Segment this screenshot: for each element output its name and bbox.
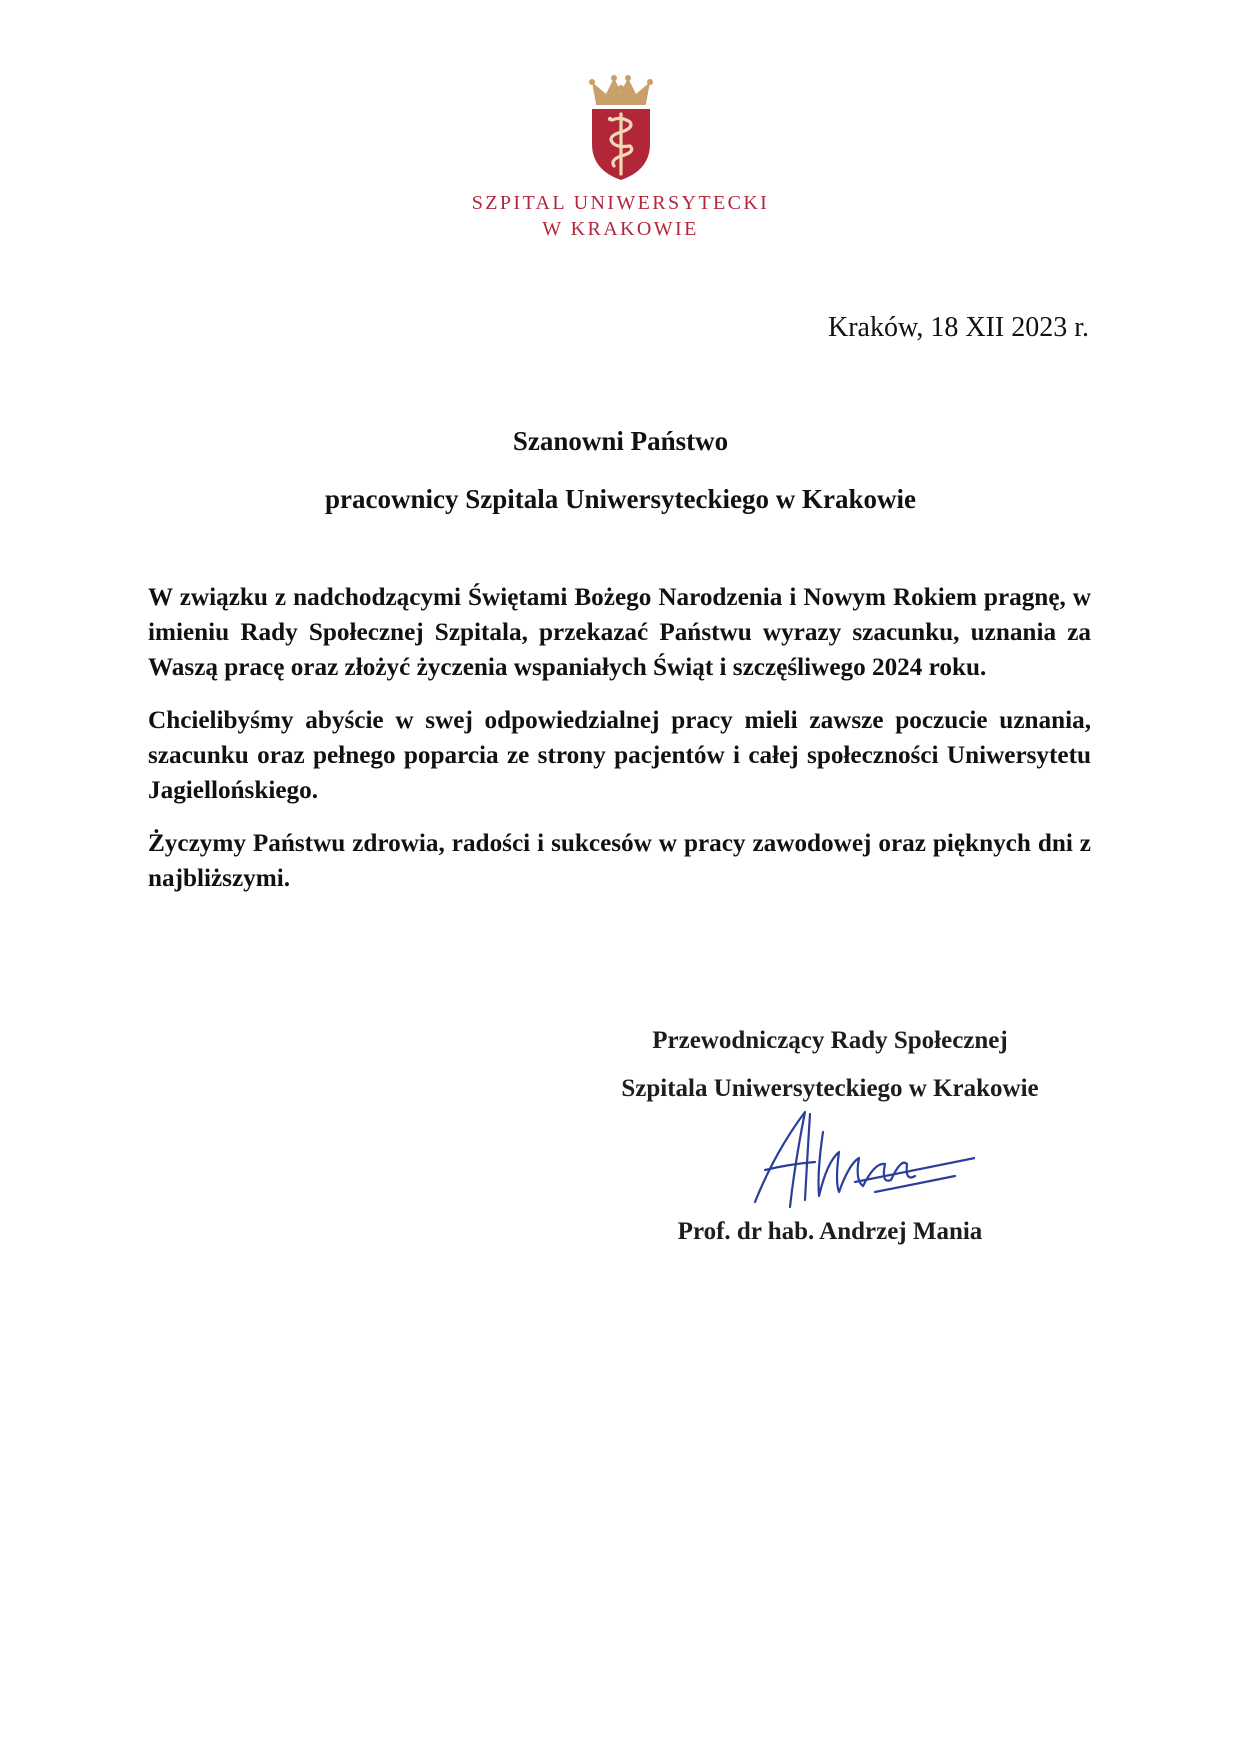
signatory-title-line2: Szpitala Uniwersyteckiego w Krakowie — [621, 1075, 1039, 1102]
hospital-emblem-icon — [586, 74, 656, 182]
body-paragraph: Chcielibyśmy abyście w swej odpowiedzialnej pracy mieli zawsze poczucie uznania, szacunku oraz pełnego poparcia ze strony pacjentów i całej społeczności Uniwersytetu Jagiellońskiego. — [148, 707, 1091, 804]
body-paragraph: Życzymy Państwu zdrowia, radości i sukcesów w pracy zawodowej oraz pięknych dni z najbliższymi. — [148, 830, 1091, 892]
letterhead — [0, 74, 1241, 242]
salutation-line2: pracownicy Szpitala Uniwersyteckiego w Krakowie — [325, 484, 916, 514]
signatory-name: Prof. dr hab. Andrzej Mania — [677, 1218, 983, 1245]
body-paragraph: W związku z nadchodzącymi Świętami Bożego Narodzenia i Nowym Rokiem pragnę, w imieniu Rady Społecznej Szpitala, przekazać Państwu wyrazy szacunku, uznania za Waszą pracę oraz złożyć życzenia wspaniałych Świąt i szczęśliwego 2024 roku. — [148, 584, 1091, 681]
letter-date: Kraków, 18 XII 2023 r. — [827, 312, 1089, 343]
institution-name-line2: W KRAKOWIE — [542, 218, 699, 240]
signatory-title-line1: Przewodniczący Rady Społecznej — [652, 1027, 1008, 1054]
salutation-line1: Szanowni Państwo — [512, 426, 729, 456]
handwritten-signature-icon — [735, 1092, 975, 1222]
institution-name-line1: SZPITAL UNIWERSYTECKI — [471, 192, 770, 214]
letter-body — [148, 580, 1091, 914]
crown-icon — [589, 75, 653, 105]
